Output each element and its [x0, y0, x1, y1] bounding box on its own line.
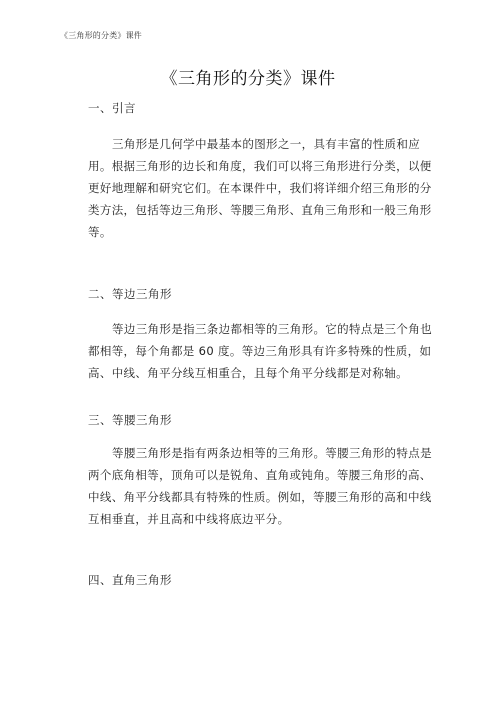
section-paragraph-introduction	[88, 133, 432, 243]
section-paragraph-equilateral	[88, 318, 432, 384]
section-heading-equilateral: 二、等边三角形	[88, 287, 172, 301]
paragraph-line: 类方法，包括等边三角形、等腰三角形、直角三角形和一般三角形	[88, 203, 432, 217]
paragraph-line: 高、中线、角平分线互相重合，且每个角平分线都是对称轴。	[88, 366, 408, 380]
paragraph-line: 等。	[88, 225, 112, 239]
paragraph-line: 等边三角形是指三条边都相等的三角形。它的特点是三个角也	[112, 322, 432, 336]
paragraph-line: 中线、角平分线都具有特殊的性质。例如，等腰三角形的高和中线	[88, 490, 432, 504]
paragraph-line: 三角形是几何学中最基本的图形之一，具有丰富的性质和应	[112, 137, 421, 151]
document-title: 《三角形的分类》课件	[160, 69, 336, 89]
section-heading-right-triangle: 四、直角三角形	[88, 573, 172, 587]
paragraph-line: 用。根据三角形的边长和角度，我们可以将三角形进行分类，以便	[88, 159, 432, 173]
paragraph-line: 都相等，每个角都是 60 度。等边三角形具有许多特殊的性质，如	[88, 344, 432, 358]
section-heading-isosceles: 三、等腰三角形	[88, 413, 172, 427]
running-header: 《三角形的分类》课件	[60, 31, 142, 40]
section-paragraph-isosceles	[88, 442, 432, 530]
paragraph-line: 互相垂直，并且高和中线将底边平分。	[88, 512, 290, 526]
paragraph-line: 等腰三角形是指有两条边相等的三角形。等腰三角形的特点是	[112, 446, 432, 460]
paragraph-line: 更好地理解和研究它们。在本课件中，我们将详细介绍三角形的分	[88, 181, 432, 195]
paragraph-line: 两个底角相等，顶角可以是锐角、直角或钝角。等腰三角形的高、	[88, 468, 432, 482]
section-heading-introduction: 一、引言	[88, 101, 136, 115]
